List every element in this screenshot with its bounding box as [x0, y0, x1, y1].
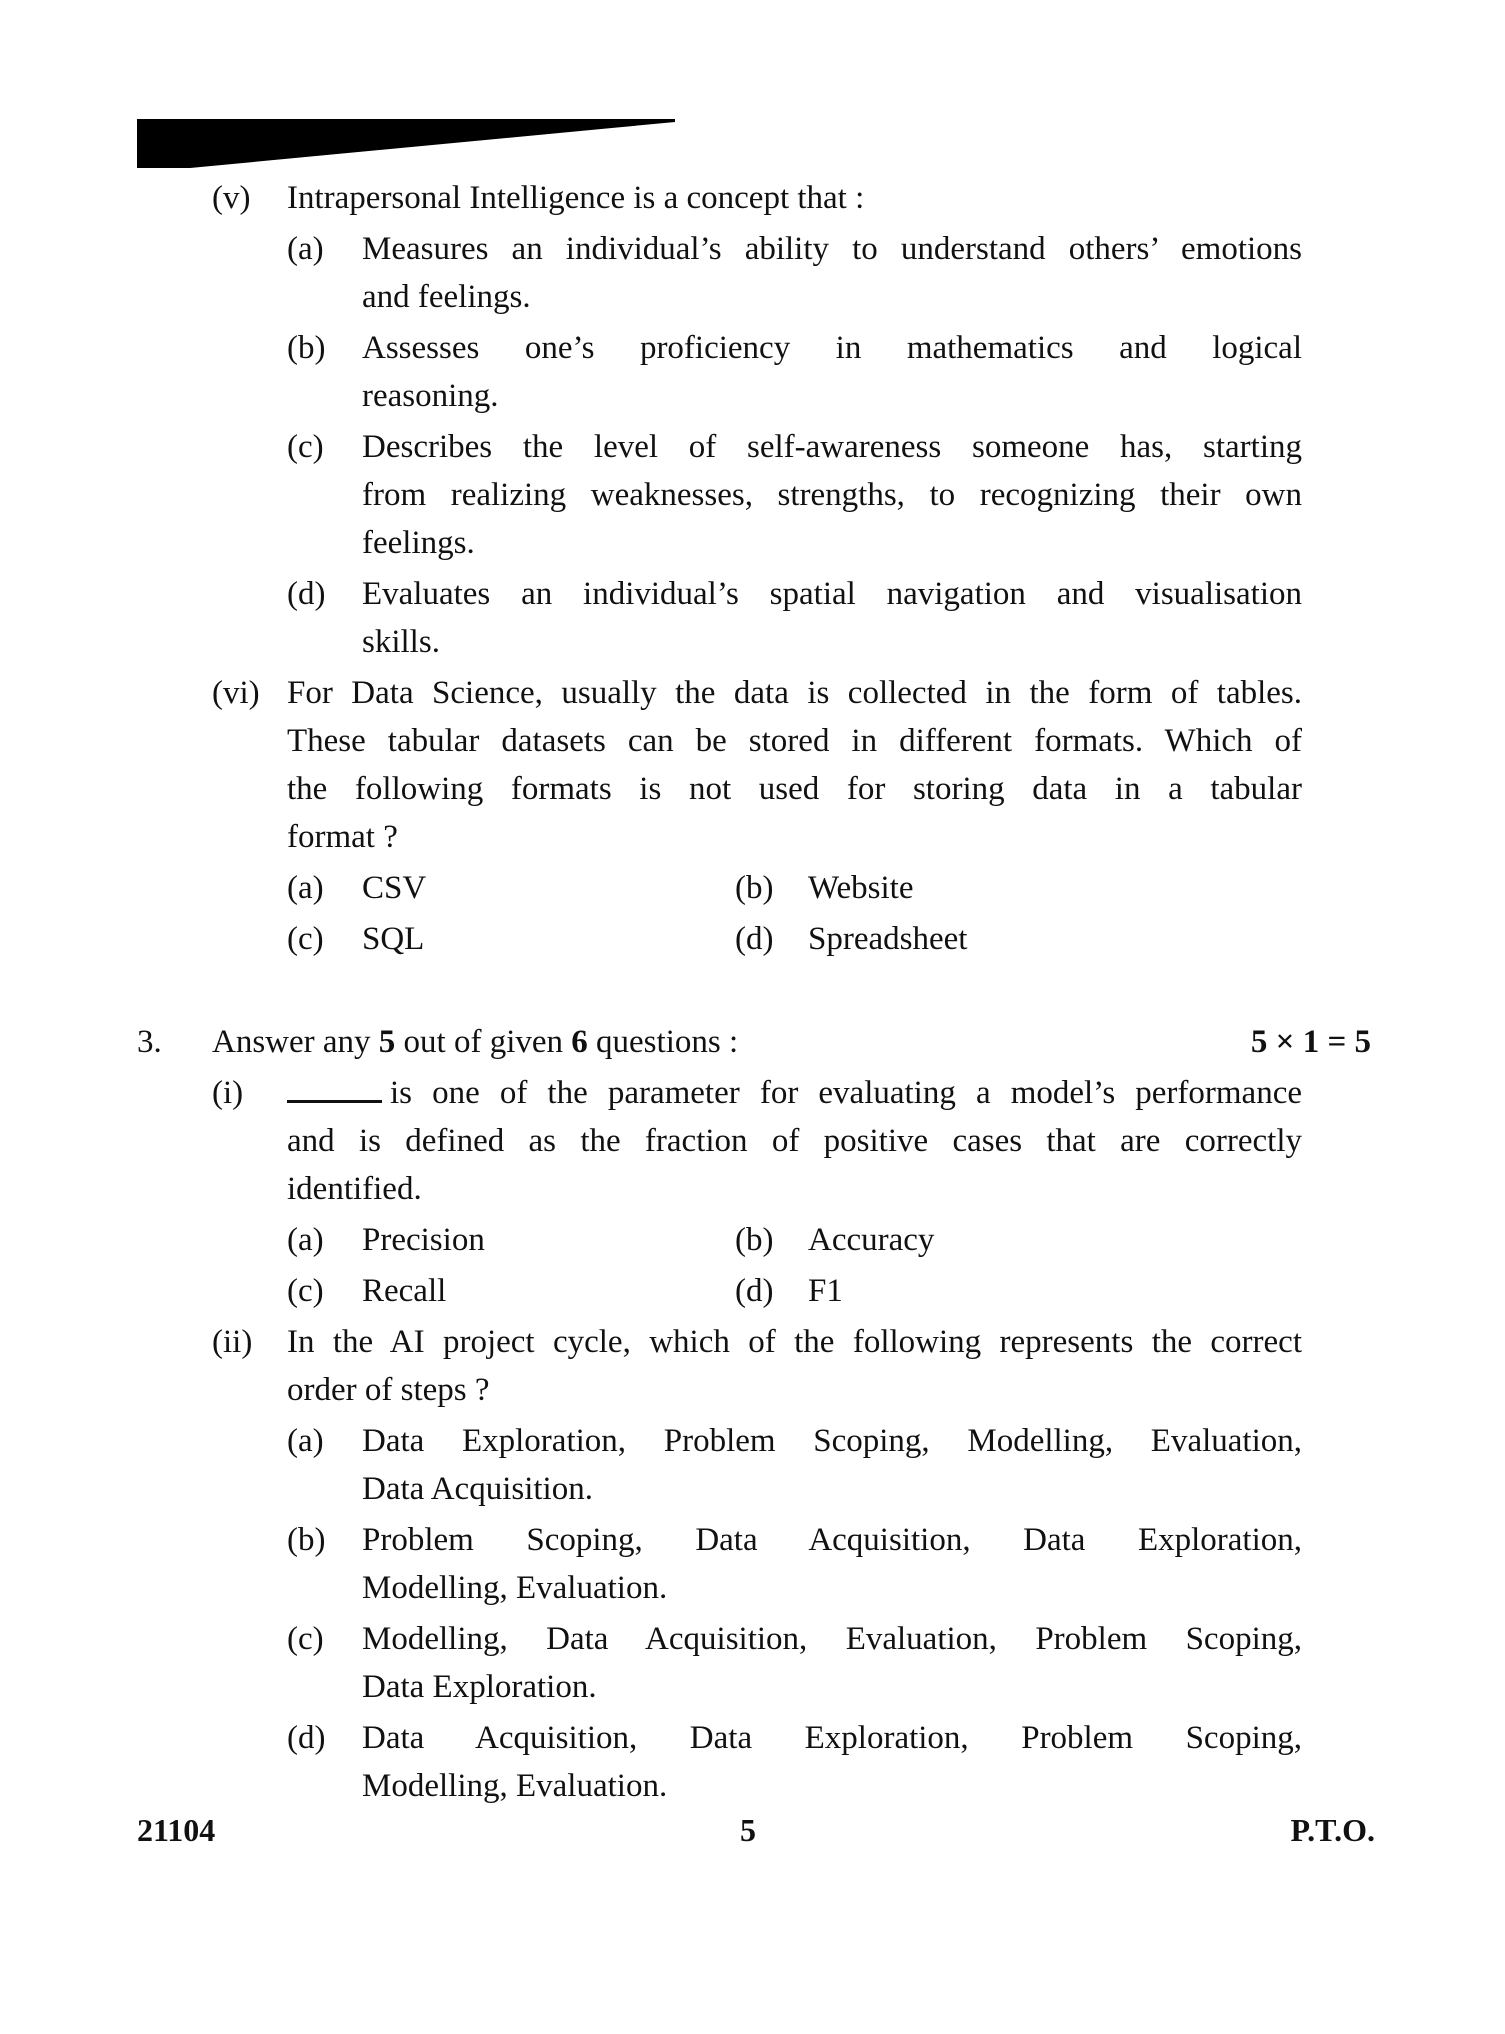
- option-text: Accuracy: [808, 1222, 935, 1258]
- question-stem-line: the following formats is not used for storing data in a tabular: [287, 771, 1302, 807]
- option-label: (a): [287, 1222, 324, 1258]
- question-label: (i): [212, 1075, 244, 1111]
- option-v-b: [0, 324, 1505, 420]
- question-vi: [0, 669, 1505, 861]
- option-text-line: Assesses one’s proficiency in mathematics and logical: [362, 330, 1302, 366]
- option-text-line: skills.: [362, 624, 440, 660]
- question-stem-line: format ?: [287, 819, 398, 855]
- option-label: (b): [287, 1522, 326, 1558]
- question-stem: Intrapersonal Intelligence is a concept that :: [287, 180, 865, 216]
- option-v-c: [0, 423, 1505, 567]
- option-label: (d): [287, 1720, 326, 1756]
- question-stem-line: For Data Science, usually the data is collected in the form of tables.: [287, 675, 1302, 711]
- option-text-line: feelings.: [362, 525, 475, 561]
- question-stem-line: and is defined as the fraction of positive cases that are correctly: [287, 1123, 1302, 1159]
- option-label: (d): [287, 576, 326, 612]
- question-label: (ii): [212, 1324, 253, 1360]
- instruction-text: out of given: [395, 1024, 572, 1060]
- option-label: (b): [735, 1222, 774, 1258]
- option-text-line: Data Exploration.: [362, 1669, 597, 1705]
- exam-page-content: [0, 174, 1505, 1810]
- option-text: Precision: [362, 1222, 485, 1258]
- option-text: SQL: [362, 921, 425, 957]
- option-label: (d): [735, 1273, 774, 1309]
- option-label: (c): [287, 921, 324, 957]
- option-text: Spreadsheet: [808, 921, 968, 957]
- option-text-line: from realizing weaknesses, strengths, to recognizing their own: [362, 477, 1302, 513]
- option-ii-c: [0, 1615, 1505, 1711]
- question-stem-line: identified.: [287, 1171, 422, 1207]
- option-text: Recall: [362, 1273, 447, 1309]
- options-row-i-2: [0, 1267, 1505, 1315]
- option-text-line: Data Exploration, Problem Scoping, Modelling, Evaluation,: [362, 1423, 1302, 1459]
- option-label: (c): [287, 1621, 324, 1657]
- question-stem-line: [287, 1069, 1302, 1117]
- option-text: CSV: [362, 870, 427, 906]
- options-row-vi-1: [0, 864, 1505, 912]
- option-label: (a): [287, 231, 324, 267]
- option-text-line: Modelling, Data Acquisition, Evaluation, Problem Scoping,: [362, 1621, 1302, 1657]
- option-ii-b: [0, 1516, 1505, 1612]
- options-row-vi-2: [0, 915, 1505, 963]
- total-count: 6: [571, 1024, 588, 1060]
- option-text-line: reasoning.: [362, 378, 499, 414]
- stem-text: is one of the parameter for evaluating a model’s performance: [390, 1075, 1302, 1111]
- question-stem-line: In the AI project cycle, which of the following represents the correct: [287, 1324, 1302, 1360]
- option-label: (c): [287, 429, 324, 465]
- option-ii-a: [0, 1417, 1505, 1513]
- option-text-line: Describes the level of self-awareness someone has, starting: [362, 429, 1302, 465]
- marks-allocation: 5 × 1 = 5: [1250, 1024, 1371, 1060]
- question-label: (vi): [212, 675, 260, 711]
- option-text-line: Measures an individual’s ability to understand others’ emotions: [362, 231, 1302, 267]
- question-label: (v): [212, 180, 251, 216]
- option-text-line: Problem Scoping, Data Acquisition, Data Exploration,: [362, 1522, 1302, 1558]
- question-3-ii: [0, 1318, 1505, 1414]
- fill-in-blank: [287, 1070, 382, 1103]
- question-stem-line: order of steps ?: [287, 1372, 490, 1408]
- page-number: 5: [740, 1812, 756, 1848]
- question-number: 3.: [137, 1024, 162, 1060]
- question-v: [0, 174, 1505, 222]
- option-text-line: Data Acquisition.: [362, 1471, 593, 1507]
- question-instruction: [212, 1018, 738, 1066]
- option-v-d: [0, 570, 1505, 666]
- option-text: Website: [808, 870, 914, 906]
- option-label: (a): [287, 870, 324, 906]
- paper-code: 21104: [137, 1812, 216, 1848]
- option-ii-d: [0, 1714, 1505, 1810]
- options-row-i-1: [0, 1216, 1505, 1264]
- option-text-line: Evaluates an individual’s spatial navigation and visualisation: [362, 576, 1302, 612]
- page-footer: [0, 1806, 1505, 1854]
- please-turn-over: P.T.O.: [1290, 1812, 1375, 1848]
- question-3-header: [0, 1018, 1505, 1066]
- option-text-line: and feelings.: [362, 279, 531, 315]
- option-v-a: [0, 225, 1505, 321]
- option-text-line: Modelling, Evaluation.: [362, 1768, 668, 1804]
- option-label: (a): [287, 1423, 324, 1459]
- option-label: (b): [287, 330, 326, 366]
- attempt-count: 5: [378, 1024, 396, 1060]
- option-label: (d): [735, 921, 774, 957]
- header-black-bar: [0, 0, 700, 180]
- option-text-line: Data Acquisition, Data Exploration, Problem Scoping,: [362, 1720, 1302, 1756]
- option-label: (c): [287, 1273, 324, 1309]
- option-text: F1: [808, 1273, 843, 1309]
- question-stem-line: These tabular datasets can be stored in different formats. Which of: [287, 723, 1302, 759]
- instruction-text: questions :: [587, 1024, 739, 1060]
- option-label: (b): [735, 870, 774, 906]
- instruction-text: Answer any: [212, 1024, 379, 1060]
- option-text-line: Modelling, Evaluation.: [362, 1570, 668, 1606]
- question-3-i: [0, 1069, 1505, 1213]
